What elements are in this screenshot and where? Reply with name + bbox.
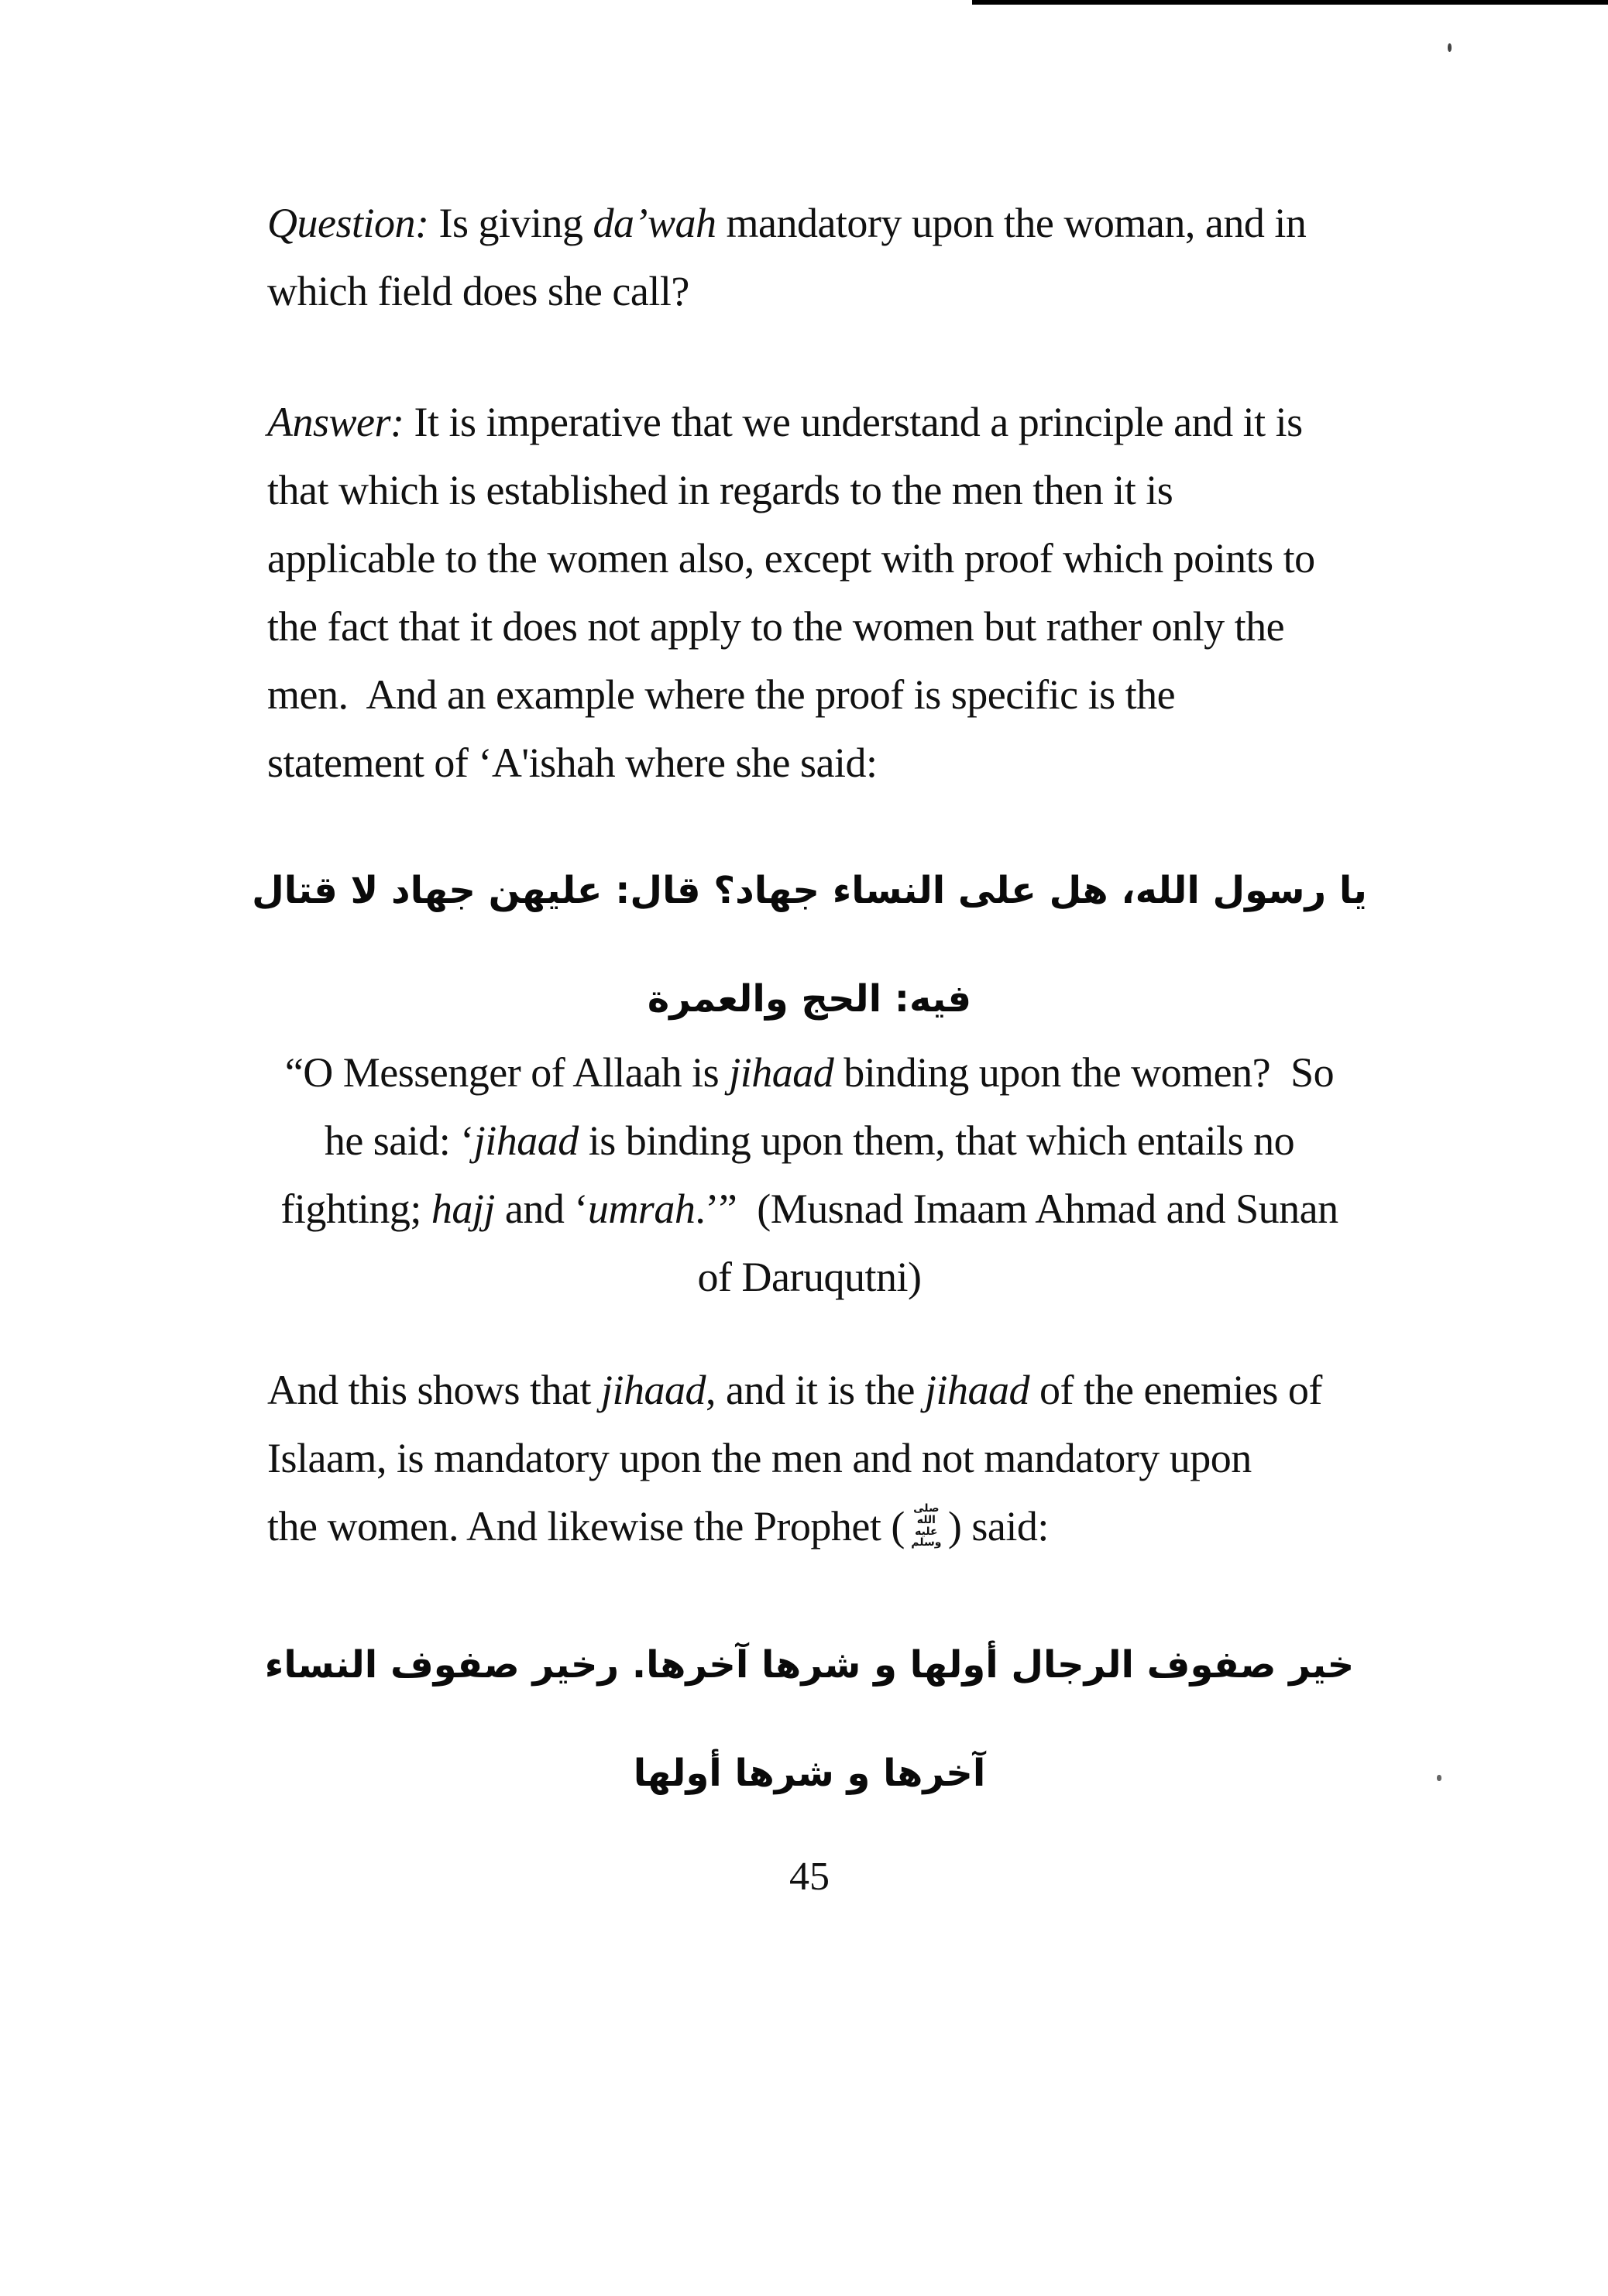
text-segment: It is imperative that we understand a principle and it is (404, 399, 1303, 445)
header-rule (972, 0, 1608, 5)
text-segment: And this shows that (267, 1367, 602, 1413)
text-line (267, 388, 1352, 456)
text-segment-italic: jihaad (473, 1117, 579, 1164)
text-segment: “O Messenger of Allaah is (284, 1049, 730, 1096)
scan-speck (1448, 43, 1452, 52)
text-line: of Daruqutni) (697, 1254, 922, 1300)
arabic-hadith-rows (228, 1611, 1390, 1828)
text-line: that which is established in regards to the men then it is (267, 467, 1173, 513)
text-segment-italic: da’wah (593, 200, 716, 246)
answer-label: Answer: (267, 399, 404, 445)
text-line: Islaam, is mandatory upon the men and not mandatory upon (267, 1435, 1252, 1481)
text-line (267, 189, 1352, 257)
text-segment: fighting; (280, 1186, 431, 1232)
text-segment: , and it is the (706, 1367, 926, 1413)
page-number: 45 (789, 1855, 830, 1899)
text-segment: is binding upon them, that which entails no (578, 1117, 1295, 1164)
text-line: the fact that it does not apply to the women but rather only the (267, 603, 1285, 650)
text-segment: he said: ‘ (324, 1117, 474, 1164)
text-segment: and ‘ (494, 1186, 588, 1232)
text-segment-italic: jihaad (601, 1367, 706, 1413)
text-line (267, 1038, 1352, 1107)
text-segment-italic: hajj (431, 1186, 495, 1232)
hadith-translation-quote (267, 1038, 1352, 1311)
text-line: applicable to the women also, except with proof which points to (267, 535, 1315, 582)
text-line: statement of ‘A'ishah where she said: (267, 740, 878, 786)
text-line (267, 1356, 1352, 1424)
text-segment: Is giving (428, 200, 593, 246)
text-segment: mandatory upon the woman, and in (716, 200, 1307, 246)
arabic-line: آخرها و شرها أولها (633, 1752, 986, 1795)
text-segment-italic: umrah (587, 1186, 696, 1232)
arabic-hadith-aishah (228, 836, 1390, 1053)
answer-paragraph (267, 388, 1352, 797)
text-segment: binding upon the women? So (833, 1049, 1335, 1096)
question-label: Question: (267, 200, 429, 246)
question-paragraph (267, 189, 1352, 325)
text-line (267, 1175, 1352, 1243)
scan-speck (1437, 1775, 1441, 1781)
text-line (267, 1107, 1352, 1175)
text-segment: of the enemies of (1029, 1367, 1322, 1413)
text-line: men. And an example where the proof is specific is the (267, 671, 1176, 718)
text-segment-italic: jihaad (925, 1367, 1030, 1413)
text-line (267, 1492, 1352, 1560)
commentary-paragraph (267, 1356, 1352, 1560)
text-segment: the women. And likewise the Prophet ( (267, 1503, 905, 1550)
arabic-line: خير صفوف الرجال أولها و شرها آخرها. رخير صفوف النساء (264, 1643, 1355, 1687)
sallallahu-alayhi-wasallam-symbol: صلى الله عليه وسلم (911, 1502, 942, 1550)
text-segment: .’” (Musnad Imaam Ahmad and Sunan (695, 1186, 1338, 1232)
text-segment: ) said: (947, 1503, 1049, 1550)
text-line: which field does she call? (267, 268, 689, 314)
arabic-line: يا رسول الله، هل على النساء جهاد؟ قال: عليهن جهاد لا قتال (252, 869, 1367, 912)
arabic-line: فيه: الحج والعمرة (647, 977, 972, 1021)
text-segment-italic: jihaad (729, 1049, 834, 1096)
